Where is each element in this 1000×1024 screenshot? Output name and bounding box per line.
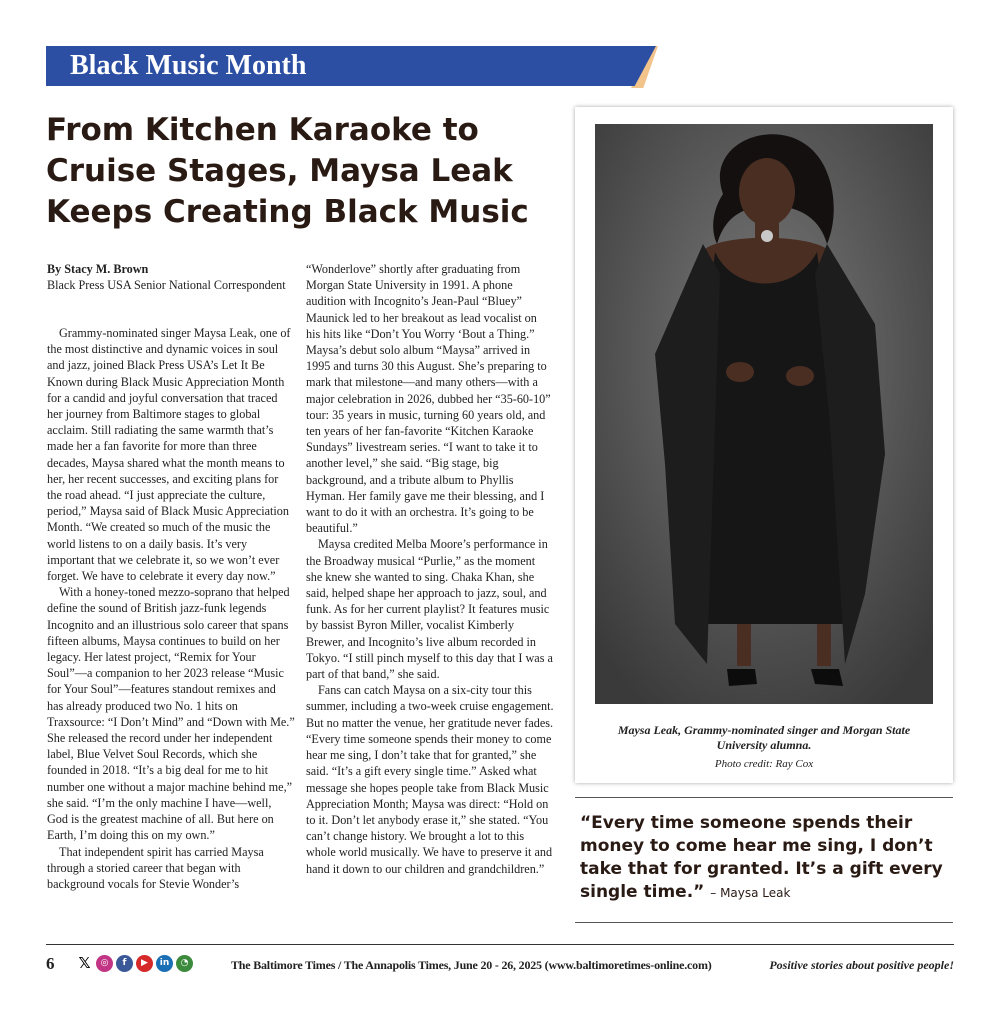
byline [47,261,287,293]
article-paragraph: Grammy-nominated singer Maysa Leak, one of the most distinctive and dynamic voices in soul and jazz, joined Black Press USA’s Let It Be Known during Black Music Appreciation Month for a candid and joyful conversation that traced her journey from Baltimore stages to global acclaim. Still radiating the same warmth that’s made her a fan favorite for more than three decades, Maysa shared what the month means to her, her recent successes, and exciting plans for the road ahead. “I just appreciate the culture, period,” Maysa said of Black Music Appreciation Month. “We created so much of the music the world listens to on a daily basis. It’s very important that we celebrate it, so we won’t ever forget. We have to celebrate it every day now.” [47,326,291,584]
article-paragraph: “Wonderlove” shortly after graduating from Morgan State University in 1991. A phone audition with Incognito’s Jean-Paul “Bluey” Maunick led to her breakout as lead vocalist on his hits like “Don’t You Worry ‘Bout a Thing.” Maysa’s debut solo album “Maysa” arrived in 1995 and turns 30 this August. She’s preparing to mark that milestone—and many others—with a major celebration in 2026, dubbed her “35-60-10” tour: 35 years in music, turning 60 years old, and ten years of her fan-favorite “Kitchen Karaoke Sundays” livestream series. “I want to take it to another level,” she said. “Big stage, big background, and a tribute album to Phyllis Hyman. Her family gave me their blessing, and I want to do it with an orchestra. It’s going to be beautiful.” [306,262,551,536]
footer-rule [46,944,954,945]
author-name: By Stacy M. Brown [47,262,149,276]
youtube-icon[interactable]: ▶ [136,955,153,972]
x-icon[interactable]: 𝕏 [78,954,91,972]
article-paragraph: With a honey-toned mezzo-soprano that helped define the sound of British jazz-funk legends Incognito and an illustrious solo career that spans fifteen albums, Maysa continues to build on her legacy. Her latest project, “Remix for Your Soul”—a companion to her 2023 release “Music for Your Soul”—features standout remixes and has already produced two No. 1 hits on Traxsource: “I Don’t Mind” and “Down with Me.” She released the record under her independent label, Blue Velvet Soul Records, which she founded in 2018. “It’s a big deal for me to hit number one without a major machine behind me,” she said. “I’m the only machine I have—well, God is the greatest machine of all. But here on Earth, I’m doing this on my own.” [47,585,295,843]
page-number: 6 [46,954,55,973]
pullquote-top-rule [575,797,953,798]
facebook-icon[interactable]: f [116,955,133,972]
article-paragraph: Fans can catch Maysa on a six-city tour this summer, including a two-week cruise engagement. But no matter the venue, her gratitude never fades. “Every time someone spends their money to come hear me sing, I don’t take that for granted,” she said. “It’s a gift every single time.” Asked what message she hopes people take from Black Music Appreciation Month; Maysa was direct: “Hold on to it. Don’t let anybody erase it,” she stated. “You can’t change history. We brought a lot to this whole world musically. We have to preserve it and hand it down to our children and grandchildren.” [306,683,554,876]
section-title: Black Music Month [70,50,307,81]
article-paragraph: Maysa credited Melba Moore’s performance in the Broadway musical “Purlie,” as the moment she knew she wanted to sing. Chaka Khan, she said, helped shape her approach to jazz, soul, and funk. As for her current playlist? It features music by bassist Byron Miller, vocalist Kimberly Brewer, and Incognito’s live album recorded in Tokyo. “I still pinch myself to this day that I was a part of that band,” she said. [306,537,553,682]
author-title: Black Press USA Senior National Correspondent [47,278,286,293]
caption-text: Maysa Leak, Grammy-nominated singer and Morgan State University alumna. [617,723,911,752]
rss-icon[interactable]: ◔ [176,955,193,972]
photo-frame [575,107,953,783]
social-icons [76,955,193,972]
linkedin-icon[interactable]: in [156,955,173,972]
publication-line: The Baltimore Times / The Annapolis Times, June 20 - 26, 2025 (www.baltimoretimes-online.com) [231,958,712,972]
page-footer [46,952,954,976]
pullquote-bottom-rule [575,922,953,923]
pullquote-text: “Every time someone spends their money to come hear me sing, I don’t take that for granted. It’s a gift every single time.” [580,813,943,902]
article-column-1 [47,325,295,892]
article-column-2 [306,261,554,877]
pullquote-attribution: – Maysa Leak [710,886,791,900]
pull-quote [580,812,950,905]
photo-credit: Photo credit: Ray Cox [714,758,814,770]
article-paragraph: That independent spirit has carried Maysa through a storied career that began with background vocals for Stevie Wonder’s [47,844,264,891]
singer-portrait-photo [595,124,933,704]
instagram-icon[interactable]: ◎ [96,955,113,972]
article-headline: From Kitchen Karaoke to Cruise Stages, Maysa Leak Keeps Creating Black Music [46,112,529,230]
photo-caption [593,723,935,772]
slogan: Positive stories about positive people! [769,958,954,972]
portrait-illustration [595,124,933,704]
section-banner [46,46,656,86]
